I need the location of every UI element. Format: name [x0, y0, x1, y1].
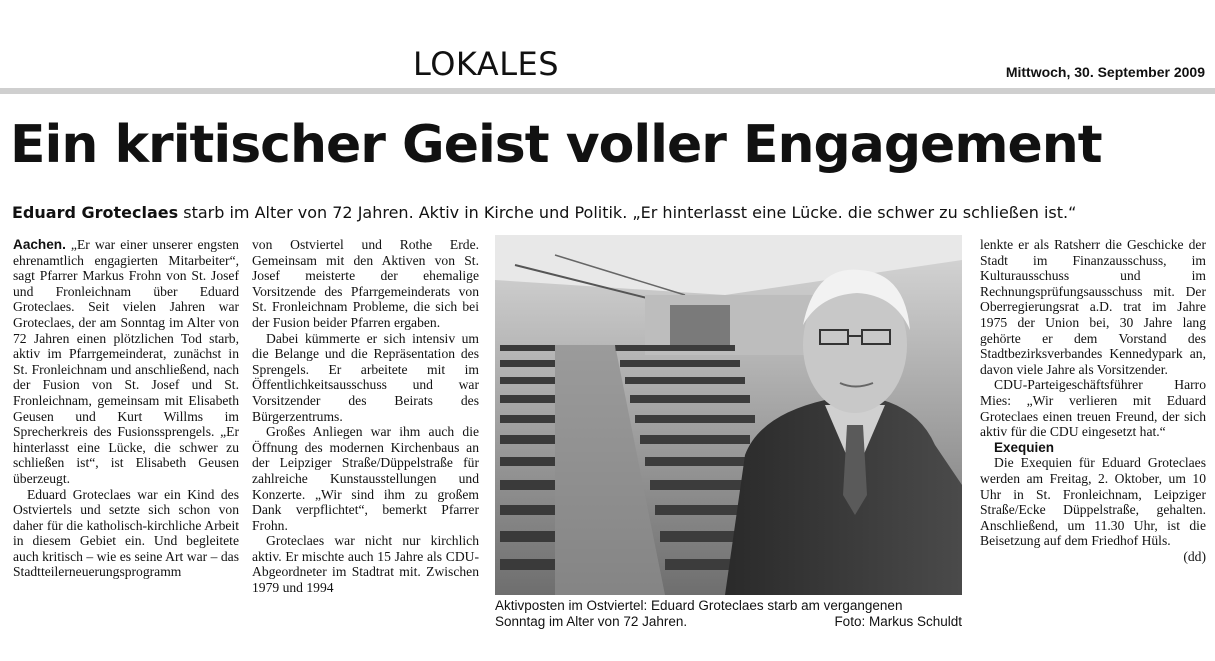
paragraph: von Ostviertel und Rothe Erde. Gemeinsam mit den Aktiven von St. Josef meisterte der ehemalige Vorsitzende des Pfarrgemeinderats von St. Fronleichnam Probleme, die sich bei der Fusion beider Pfarren ergaben. [252, 237, 479, 330]
caption-text: Sonntag im Alter von 72 Jahren. [495, 614, 688, 629]
church-interior-photo [495, 235, 962, 595]
subhead-name: Eduard Groteclaes [12, 203, 179, 222]
paragraph: Dabei kümmerte er sich intensiv um die Belange und die Repräsentation des Sprengels. Er arbeitete mit im Öffentlichkeitsausschuss und war Vorsitzender des Beirats des Bürgerzentrums. [252, 330, 479, 424]
subheading: Exequien [994, 439, 1055, 455]
paragraph: Großes Anliegen war ihm auch die Öffnung des modernen Kirchenbaus an der Leipziger Straße/Düppelstraße für zahlreiche Kunstausstellungen und Konzerte. „Wir sind ihm zu großem Dank verpflichtet“, bemerkt Pfarrer Frohn. [252, 424, 479, 533]
caption-line-1: Aktivposten im Ostviertel: Eduard Groteclaes starb am vergangenen [495, 598, 903, 613]
subhead [12, 203, 1076, 222]
paragraph: Eduard Groteclaes war ein Kind des Ostviertels und setzte sich schon von daher für die katholisch-kirchliche Arbeit in diesem Gebiet ein. Und begleitete auch kritisch – wie es seine Art war – das Stadtteilerneuerungsprogramm [13, 486, 239, 580]
paragraph [980, 455, 1206, 564]
article-photo [495, 235, 962, 595]
issue-date: Mittwoch, 30. September 2009 [1005, 64, 1205, 80]
dateline: Aachen. [13, 237, 66, 252]
paragraph-text: „Er war einer unserer engsten ehrenamtlich engagierten Mitarbeiter“, sagt Pfarrer Markus Frohn von St. Josef und Fronleichnam über Eduard Groteclaes. Seit vielen Jahren war Groteclaes, der am Sonntag im Alter von 72 Jahren einen plötzlichen Tod starb, aktiv im Pfarrgemeinderat, zunächst in St. Fronleichnam und anschließend, nach der Fusion von St. Josef und St. Fronleichnam, gemeinsam mit Elisabeth Geusen und Kurt Willms im Sprecherkreis des Fusionssprengels. „Er hinterlasst eine Lücke, die schwer zu schließen ist“, ist Elisabeth Geusen überzeugt. [13, 237, 239, 486]
paragraph: lenkte er als Ratsherr die Geschicke der Stadt im Finanzausschuss, im Kulturausschuss und im Rechnungsprüfungsausschuss mit. Der Oberregierungsrat a.D. trat im Jahre 1975 der Union bei, 30 Jahre lang gehörte er dem Vorstand des Stadtbezirksverbandes Kennedypark an, davon viele Jahre als Vorsitzender. [980, 237, 1206, 377]
column-2 [252, 237, 479, 596]
paragraph: CDU-Parteigeschäftsführer Harro Mies: „Wir verlieren mit Eduard Groteclaes einen treuen Freund, der sich aktiv für die CDU eingesetzt hat.“ [980, 377, 1206, 440]
column-3 [980, 237, 1206, 564]
section-title: LOKALES [413, 45, 560, 83]
paragraph: Groteclaes war nicht nur kirchlich aktiv. Er mischte auch 15 Jahre als CDU-Abgeordneter im Stadtrat mit. Zwischen 1979 und 1994 [252, 533, 479, 596]
photo-caption [495, 598, 962, 630]
photo-credit: Foto: Markus Schuldt [834, 614, 962, 629]
header-rule [0, 88, 1215, 94]
author-signature: (dd) [1183, 548, 1206, 564]
headline: Ein kritischer Geist voller Engagement [10, 115, 1102, 175]
paragraph-text: Die Exequien für Eduard Groteclaes werden am Freitag, 2. Oktober, um 10 Uhr in St. Fronleichnam, Leipziger Straße/Ecke Düppelstraße, gehalten. Anschließend, um 11.30 Uhr, ist die Beisetzung auf dem Friedhof Hüls. [980, 455, 1206, 549]
subhead-text: starb im Alter von 72 Jahren. Aktiv in Kirche und Politik. „Er hinterlasst eine Lücke. die schwer zu schließen ist.“ [183, 203, 1077, 222]
caption-line-2 [495, 614, 962, 630]
paragraph [13, 237, 239, 487]
column-1 [13, 237, 239, 580]
